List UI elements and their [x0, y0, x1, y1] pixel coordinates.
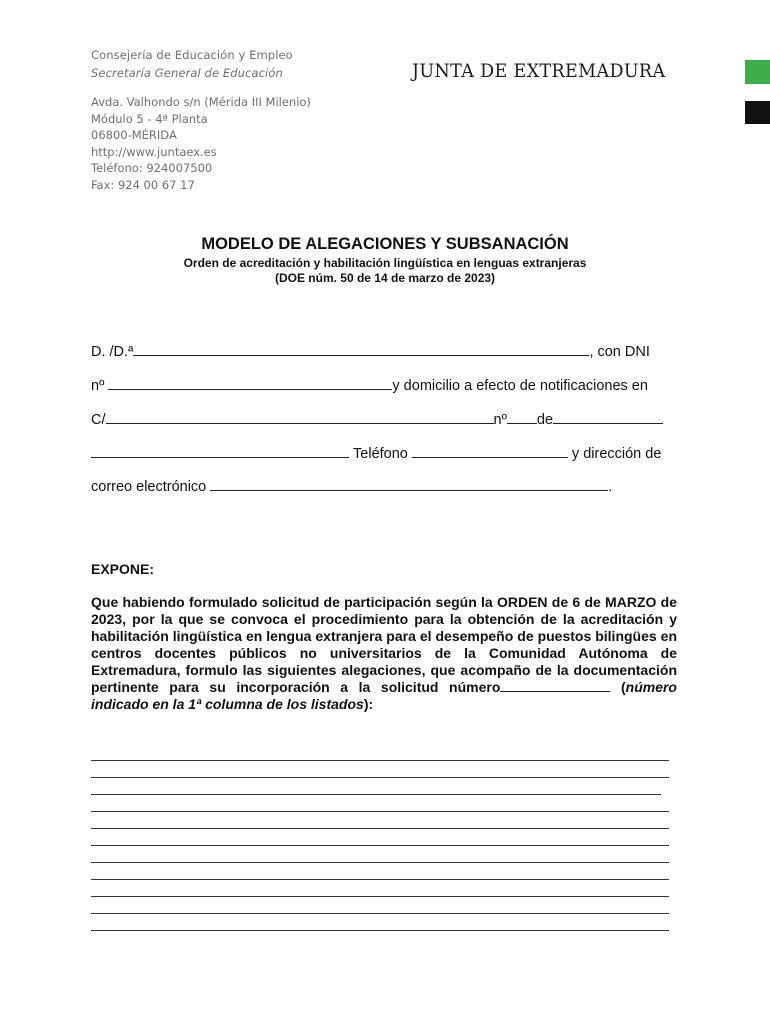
phone-line [91, 444, 673, 462]
website-link: http://www.juntaex.es [91, 144, 217, 159]
dni-field[interactable] [108, 376, 392, 390]
name-field[interactable] [133, 342, 589, 356]
subtitle-order: Orden de acreditación y habilitación lingüística en lenguas extranjeras [183, 256, 587, 270]
writing-line[interactable] [91, 811, 669, 812]
street-line [91, 410, 673, 428]
writing-line[interactable] [91, 930, 669, 931]
address-intro-label: y domicilio a efecto de notificaciones en [392, 378, 648, 394]
address-block [91, 94, 311, 194]
expone-paragraph [91, 594, 677, 713]
city-field[interactable] [553, 410, 663, 424]
phone-label: Teléfono [353, 446, 408, 462]
expone-heading: EXPONE: [91, 561, 155, 577]
email-intro-label: y dirección de [571, 446, 662, 462]
paragraph-text: Que habiendo formulado solicitud de participación según la ORDEN de 6 de MARZO de 2023, por la que se convoca el procedimiento para la obtención de la acreditación y habilitación lingüística en lengua extranjera para el desempeño de puestos bilingües en centros docentes públicos no universitarios de la Comunidad Autónoma de Extremadura, formulo las siguientes alegaciones, que acompaño de la documentación pertinente para su incorporación a la solicitud número [91, 594, 677, 695]
dni-address-line [91, 376, 673, 394]
address-line: 06800-MÉRIDA [91, 128, 177, 143]
document-title: MODELO DE ALEGACIONES Y SUBSANACIÓN [201, 235, 569, 253]
paragraph-close: ): [363, 696, 374, 712]
secretariat-name: Secretaría General de Educación [91, 66, 283, 80]
writing-line[interactable] [91, 777, 669, 778]
name-label: D. /D.ª [91, 344, 134, 360]
document-subtitle [0, 256, 770, 286]
email-end: . [608, 479, 613, 495]
green-brand-square [745, 60, 770, 84]
paragraph-italic-note: número indicado en la 1ª columna de los listados [91, 679, 677, 712]
phone-line: Teléfono: 924007500 [91, 161, 213, 176]
email-label: correo electrónico [91, 479, 207, 495]
junta-extremadura-logo: JUNTA DE EXTREMADURA [412, 60, 666, 82]
application-number-field[interactable] [500, 679, 610, 692]
city-label: de [536, 412, 554, 428]
writing-line[interactable] [91, 845, 669, 846]
dni-number-label: nº [91, 378, 105, 394]
writing-line[interactable] [91, 828, 669, 829]
phone-field[interactable] [412, 444, 568, 458]
address-line: Avda. Valhondo s/n (Mérida III Milenio) [91, 95, 311, 109]
allegations-writing-area[interactable] [91, 760, 669, 932]
paragraph-open: ( [610, 679, 626, 695]
street-number-label: nº [493, 412, 507, 428]
department-block [91, 46, 293, 82]
writing-line[interactable] [91, 760, 669, 761]
writing-line[interactable] [91, 913, 669, 914]
writing-line[interactable] [91, 879, 669, 880]
street-label: C/ [91, 412, 106, 428]
writing-line[interactable] [91, 862, 669, 863]
dni-label: , con DNI [589, 344, 650, 360]
department-name: Consejería de Educación y Empleo [91, 48, 293, 62]
street-field[interactable] [106, 410, 494, 424]
writing-line[interactable] [91, 896, 669, 897]
address-line: Módulo 5 - 4ª Planta [91, 111, 208, 126]
black-brand-square [745, 101, 770, 124]
street-number-field[interactable] [507, 410, 537, 424]
name-dni-line [91, 342, 673, 360]
fax-line: Fax: 924 00 67 17 [91, 177, 195, 192]
writing-line[interactable] [91, 794, 661, 795]
subtitle-doe: (DOE núm. 50 de 14 de marzo de 2023) [274, 271, 496, 285]
email-line [91, 477, 673, 495]
email-field[interactable] [210, 477, 608, 491]
locality-field[interactable] [91, 444, 349, 458]
